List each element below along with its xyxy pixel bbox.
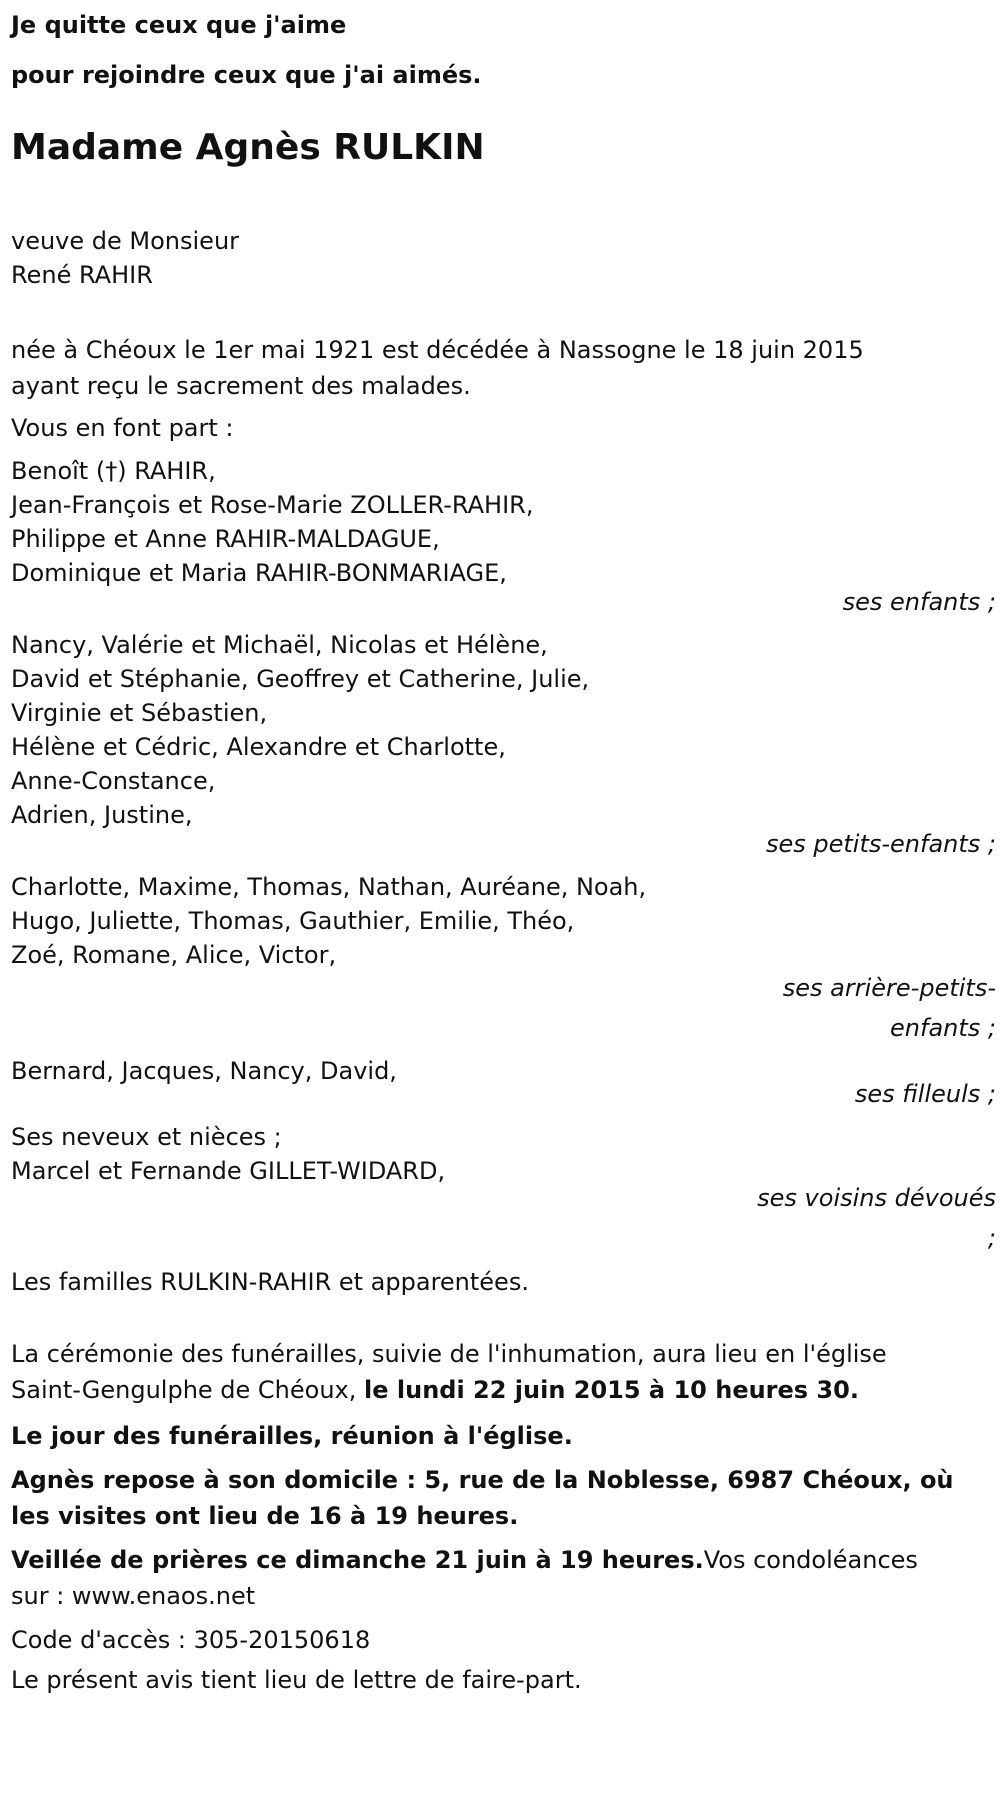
spouse-line: veuve de Monsieur (11, 227, 240, 255)
ceremony-line: La cérémonie des funérailles, suivie de l'inhumation, aura lieu en l'église (11, 1340, 887, 1368)
motto-line: pour rejoindre ceux que j'ai aimés. (11, 61, 482, 89)
access-code: Code d'accès : 305-20150618 (11, 1626, 371, 1654)
rest-info (11, 1462, 996, 1534)
family-group-neighbours (11, 1120, 996, 1258)
family-group-grandchildren (11, 628, 996, 864)
family-names-line: Marcel et Fernande GILLET-WIDARD, (11, 1157, 446, 1185)
vigil-line (11, 1542, 996, 1578)
ceremony-info (11, 1336, 996, 1408)
family-group-great-grandchildren (11, 870, 996, 1048)
closing-text: Le présent avis tient lieu de lettre de faire-part. (11, 1666, 582, 1694)
ceremony-date: le lundi 22 juin 2015 à 10 heures 30. (364, 1376, 859, 1404)
relation-line: ses petits-enfants ; (765, 830, 996, 858)
vigil-text: Veillée de prières ce dimanche 21 juin à 19 heures. (11, 1546, 704, 1574)
relation-line: ses arrière-petits- (782, 974, 996, 1002)
condolences-text: Vos condoléances (703, 1546, 918, 1574)
family-names-line: Jean-François et Rose-Marie ZOLLER-RAHIR, (11, 491, 534, 519)
spouse-line: René RAHIR (11, 261, 153, 289)
relation-line: ; (987, 1224, 996, 1252)
relation-label (726, 1178, 996, 1258)
family-names-line: David et Stéphanie, Geoffrey et Catherine, Julie, (11, 665, 590, 693)
announce-text: Vous en font part : (11, 414, 234, 442)
family-names-line: Anne-Constance, (11, 767, 216, 795)
meeting-info: Le jour des funérailles, réunion à l'église. (11, 1422, 573, 1450)
motto-line: Je quitte ceux que j'aime (11, 11, 347, 39)
relation-label (726, 582, 996, 622)
life-line: née à Chéoux le 1er mai 1921 est décédée à Nassogne le 18 juin 2015 (11, 336, 864, 364)
ceremony-place: Saint-Gengulphe de Chéoux, (11, 1376, 365, 1404)
relation-line: enfants ; (890, 1014, 996, 1042)
motto (11, 0, 996, 100)
family-names-line: Benoît (†) RAHIR, (11, 457, 216, 485)
relation-line: ses voisins dévoués (757, 1184, 996, 1212)
family-names-line: Hélène et Cédric, Alexandre et Charlotte, (11, 733, 506, 761)
families-text: Les familles RULKIN-RAHIR et apparentées. (11, 1268, 529, 1296)
family-names-line: Ses neveux et nièces ; (11, 1123, 282, 1151)
vigil-info (11, 1542, 996, 1614)
relation-line: ses enfants ; (842, 588, 996, 616)
relation-line: ses filleuls ; (854, 1080, 996, 1108)
rest-line: les visites ont lieu de 16 à 19 heures. (11, 1502, 519, 1530)
relation-label (726, 824, 996, 864)
family-names-line: Nancy, Valérie et Michaël, Nicolas et Hélène, (11, 631, 548, 659)
life-line: ayant reçu le sacrement des malades. (11, 372, 471, 400)
family-names-line: Hugo, Juliette, Thomas, Gauthier, Emilie, Théo, (11, 907, 575, 935)
family-names-line: Philippe et Anne RAHIR-MALDAGUE, (11, 525, 440, 553)
rest-line: Agnès repose à son domicile : 5, rue de la Noblesse, 6987 Chéoux, où (11, 1466, 954, 1494)
obituary-content (11, 0, 996, 1700)
spouse-info (11, 224, 996, 292)
family-names-line: Adrien, Justine, (11, 801, 193, 829)
relation-label (726, 1074, 996, 1114)
life-dates (11, 332, 996, 404)
condolences-website: sur : www.enaos.net (11, 1582, 256, 1610)
family-names-line: Bernard, Jacques, Nancy, David, (11, 1057, 397, 1085)
family-names-line: Virginie et Sébastien, (11, 699, 268, 727)
deceased-name: Madame Agnès RULKIN (11, 127, 485, 168)
ceremony-line (11, 1372, 996, 1408)
family-names-line: Zoé, Romane, Alice, Victor, (11, 941, 337, 969)
family-names-line: Charlotte, Maxime, Thomas, Nathan, Auréane, Noah, (11, 873, 647, 901)
relation-label (726, 968, 996, 1048)
family-group-godchildren (11, 1054, 996, 1114)
family-names-line: Dominique et Maria RAHIR-BONMARIAGE, (11, 559, 507, 587)
family-group-children (11, 454, 996, 622)
